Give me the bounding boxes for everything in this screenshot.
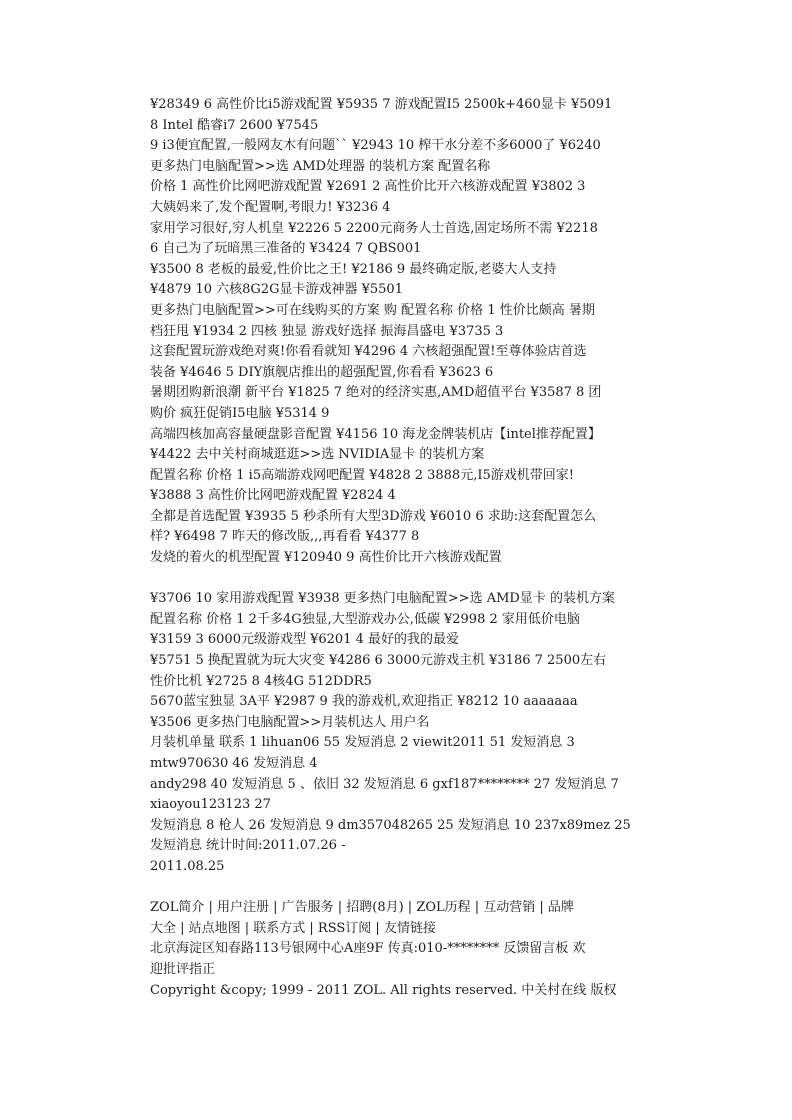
text-line: 发短消息 统计时间:2011.07.26 - bbox=[150, 838, 346, 854]
blank-line bbox=[150, 569, 650, 590]
text-line: 购价 疯狂促销I5电脑 ¥5314 9 bbox=[150, 405, 330, 421]
text-line: 这套配置玩游戏绝对爽!你看看就知 ¥4296 4 六核超强配置!至尊体验店首选 bbox=[150, 344, 587, 360]
text-line: 发短消息 8 枪人 26 发短消息 9 dm357048265 25 发短消息 10 237x89mez 25 bbox=[150, 817, 631, 833]
text-line: 性价比机 ¥2725 8 4核4G 512DDR5 bbox=[150, 673, 372, 689]
text-line: ¥3888 3 高性价比网吧游戏配置 ¥2824 4 bbox=[150, 488, 396, 504]
text-line: ¥28349 6 高性价比i5游戏配置 ¥5935 7 游戏配置I5 2500k+460显卡 ¥5091 bbox=[150, 97, 613, 112]
text-line: 装备 ¥4646 5 DIY旗舰店推出的超强配置,你看看 ¥3623 6 bbox=[150, 364, 494, 380]
text-line: ¥3706 10 家用游戏配置 ¥3938 更多热门电脑配置>>选 AMD显卡 的装机方案 bbox=[150, 591, 615, 607]
text-line: 月装机单量 联系 1 lihuan06 55 发短消息 2 viewit2011 51 发短消息 3 bbox=[150, 735, 575, 751]
text-line: andy298 40 发短消息 5 、依旧 32 发短消息 6 gxf187******** 27 发短消息 7 bbox=[150, 776, 619, 792]
text-line: xiaoyou123123 27 bbox=[150, 797, 271, 813]
text-line: ¥3506 更多热门电脑配置>>月装机达人 用户名 bbox=[150, 714, 430, 730]
text-line: 6 自己为了玩暗黑三准备的 ¥3424 7 QBS001 bbox=[150, 241, 422, 257]
text-line: ¥4879 10 六核8G2G显卡游戏神器 ¥5501 bbox=[150, 282, 403, 298]
text-line: ¥3500 8 老板的最爱,性价比之王! ¥2186 9 最终确定版,老婆大人支持 bbox=[150, 261, 557, 277]
text-line: 配置名称 价格 1 2千多4G独显,大型游戏办公,低碳 ¥2998 2 家用低价电脑 bbox=[150, 611, 580, 627]
footer-links-line: ZOL简介 | 用户注册 | 广告服务 | 招聘(8月) | ZOL历程 | 互动营销 | 品牌 bbox=[150, 900, 574, 916]
text-line: 配置名称 价格 1 i5高端游戏网吧配置 ¥4828 2 3888元,I5游戏机带回家! bbox=[150, 467, 574, 483]
footer-links-line: 大全 | 站点地图 | 联系方式 | RSS订阅 | 友情链接 bbox=[150, 920, 436, 936]
text-line: 更多热门电脑配置>>选 AMD处理器 的装机方案 配置名称 bbox=[150, 158, 491, 174]
text-line: 5670蓝宝独显 3A平 ¥2987 9 我的游戏机,欢迎指正 ¥8212 10 aaaaaaa bbox=[150, 694, 578, 710]
text-line: 暑期团购新浪潮 新平台 ¥1825 7 绝对的经济实惠,AMD超值平台 ¥3587 8 团 bbox=[150, 385, 602, 401]
text-line: 家用学习很好,穷人机皇 ¥2226 5 2200元商务人士首选,固定场所不需 ¥2218 bbox=[150, 220, 598, 236]
blank-line bbox=[150, 878, 650, 899]
text-line: ¥5751 5 换配置就为玩大灾变 ¥4286 6 3000元游戏主机 ¥3186 7 2500左右 bbox=[150, 653, 607, 669]
text-line: 9 i3便宜配置,一般网友木有问题`` ¥2943 10 榨干水分差不多6000了 ¥6240 bbox=[150, 138, 601, 154]
text-line: 档狂甩 ¥1934 2 四核 独显 游戏好选择 振海昌盛电 ¥3735 3 bbox=[150, 323, 504, 339]
text-line: 大姨妈来了,发个配置啊,考眼力! ¥3236 4 bbox=[150, 199, 391, 215]
text-line: 全都是首选配置 ¥3935 5 秒杀所有大型3D游戏 ¥6010 6 求助:这套配置怎么 bbox=[150, 508, 597, 524]
text-line: mtw970630 46 发短消息 4 bbox=[150, 756, 318, 771]
text-line: 价格 1 高性价比网吧游戏配置 ¥2691 2 高性价比开六核游戏配置 ¥3802 3 bbox=[150, 179, 586, 195]
text-line: 更多热门电脑配置>>可在线购买的方案 购 配置名称 价格 1 性价比颇高 暑期 bbox=[150, 302, 595, 318]
footer-address-line: 迎批评指正 bbox=[150, 961, 216, 977]
footer-address-line: 北京海淀区知春路113号银网中心A座9F 传真:010-******** 反馈留言板 欢 bbox=[150, 941, 586, 957]
copyright-line: Copyright &copy; 1999 - 2011 ZOL. All rights reserved. 中关村在线 版权 bbox=[150, 982, 617, 998]
text-line: ¥4422 去中关村商城逛逛>>选 NVIDIA显卡 的装机方案 bbox=[150, 447, 485, 463]
text-line: 8 Intel 酷睿i7 2600 ¥7545 bbox=[150, 117, 319, 133]
text-line: ¥3159 3 6000元级游戏型 ¥6201 4 最好的我的最爱 bbox=[150, 632, 459, 648]
text-line: 样? ¥6498 7 昨天的修改版,,,再看看 ¥4377 8 bbox=[150, 529, 420, 545]
document-page bbox=[150, 95, 650, 1001]
text-line: 发烧的着火的机型配置 ¥120940 9 高性价比开六核游戏配置 bbox=[150, 550, 502, 566]
text-line: 高端四核加高容量硬盘影音配置 ¥4156 10 海龙金牌装机店【intel推荐配置】 bbox=[150, 426, 601, 442]
text-line: 2011.08.25 bbox=[150, 858, 225, 874]
